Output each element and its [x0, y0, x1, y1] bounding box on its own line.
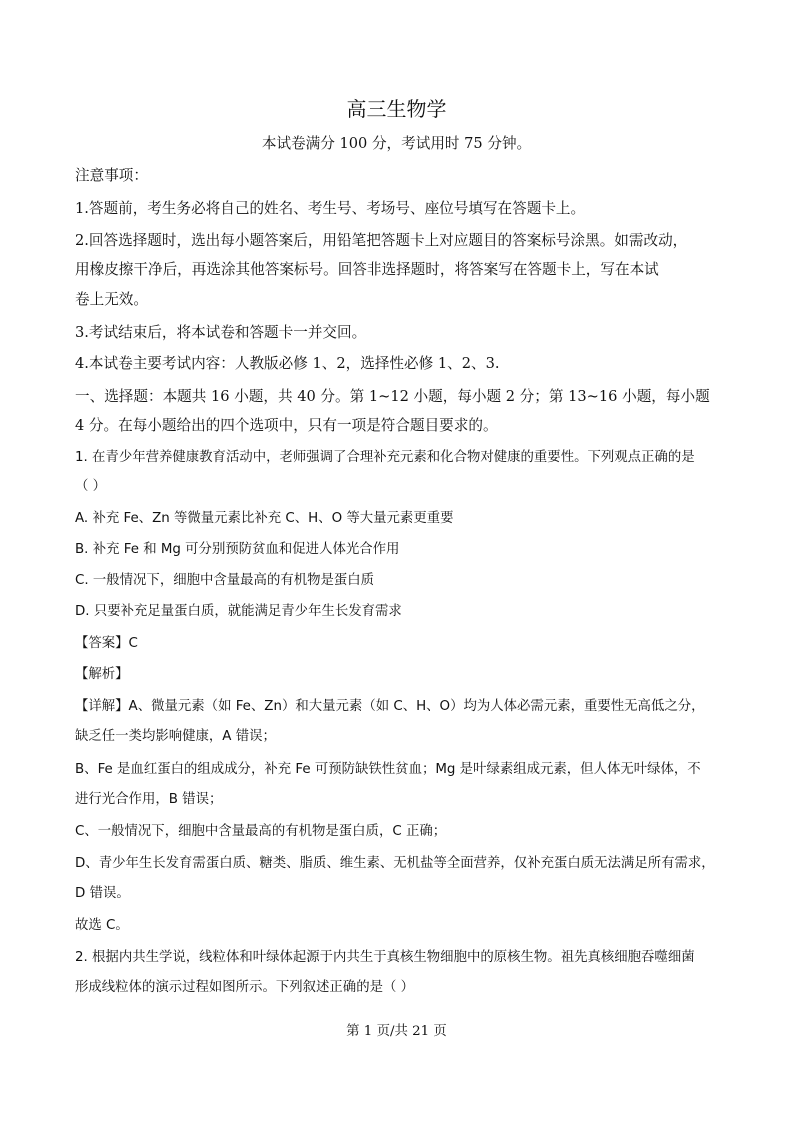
question-1-option-b: B. 补充 Fe 和 Mg 可分别预防贫血和促进人体光合作用	[75, 542, 400, 557]
question-1-detail-line-6: D、青少年生长发育需蛋白质、糖类、脂质、维生素、无机盐等全面营养，仅补充蛋白质无法满足所有需求，	[75, 856, 715, 871]
question-1-answer: 【答案】C	[75, 636, 138, 651]
note-2-line-3: 卷上无效。	[75, 291, 148, 308]
notes-heading: 注意事项：	[75, 167, 148, 184]
note-2-line-1: 2.回答选择题时，选出每小题答案后，用铅笔把答题卡上对应题目的答案标号涂黑。如需改动，	[75, 232, 688, 249]
section-heading-line-1: 一、选择题：本题共 16 小题，共 40 分。第 1~12 小题，每小题 2 分；第 13~16 小题，每小题	[75, 388, 710, 405]
exam-info: 本试卷满分 100 分，考试用时 75 分钟。	[261, 135, 532, 152]
question-1-conclusion: 故选 C。	[75, 918, 129, 933]
question-1-analysis-label: 【解析】	[75, 667, 129, 682]
question-1-detail-line-7: D 错误。	[75, 886, 130, 901]
section-heading-line-2: 4 分。在每小题给出的四个选项中，只有一项是符合题目要求的。	[75, 417, 498, 434]
note-4: 4.本试卷主要考试内容：人教版必修 1、2，选择性必修 1、2、3.	[75, 355, 500, 372]
note-3: 3.考试结束后，将本试卷和答题卡一并交回。	[75, 324, 367, 341]
question-2-stem-line-1: 2. 根据内共生学说，线粒体和叶绿体起源于内共生于真核生物细胞中的原核生物。祖先真核细胞吞噬细菌	[75, 950, 695, 965]
question-1-option-a: A. 补充 Fe、Zn 等微量元素比补充 C、H、O 等大量元素更重要	[75, 511, 454, 526]
question-1-option-c: C. 一般情况下，细胞中含量最高的有机物是蛋白质	[75, 573, 375, 588]
question-1-detail-line-5: C、一般情况下，细胞中含量最高的有机物是蛋白质，C 正确；	[75, 824, 447, 839]
note-1: 1.答题前，考生务必将自己的姓名、考生号、考场号、座位号填写在答题卡上。	[75, 200, 586, 217]
question-1-detail-line-1: 【详解】A、微量元素（如 Fe、Zn）和大量元素（如 C、H、O）均为人体必需元素，重要性无高低之分，	[75, 699, 705, 714]
question-1-detail-line-4: 进行光合作用，B 错误；	[75, 792, 223, 807]
question-1-detail-line-3: B、Fe 是血红蛋白的组成成分，补充 Fe 可预防缺铁性贫血；Mg 是叶绿素组成元素，但人体无叶绿体，不	[75, 762, 701, 777]
question-1-stem-line-2: （ ）	[75, 479, 107, 494]
page-number: 第 1 页/共 21 页	[346, 1024, 447, 1039]
note-2-line-2: 用橡皮擦干净后，再选涂其他答案标号。回答非选择题时，将答案写在答题卡上，写在本试	[75, 261, 659, 278]
page-title: 高三生物学	[346, 97, 447, 121]
question-1-option-d: D. 只要补充足量蛋白质，就能满足青少年生长发育需求	[75, 604, 402, 619]
question-1-detail-line-2: 缺乏任一类均影响健康，A 错误；	[75, 729, 276, 744]
question-2-stem-line-2: 形成线粒体的演示过程如图所示。下列叙述正确的是（ ）	[75, 980, 415, 995]
question-1-stem-line-1: 1. 在青少年营养健康教育活动中，老师强调了合理补充元素和化合物对健康的重要性。下列观点正确的是	[75, 450, 695, 465]
